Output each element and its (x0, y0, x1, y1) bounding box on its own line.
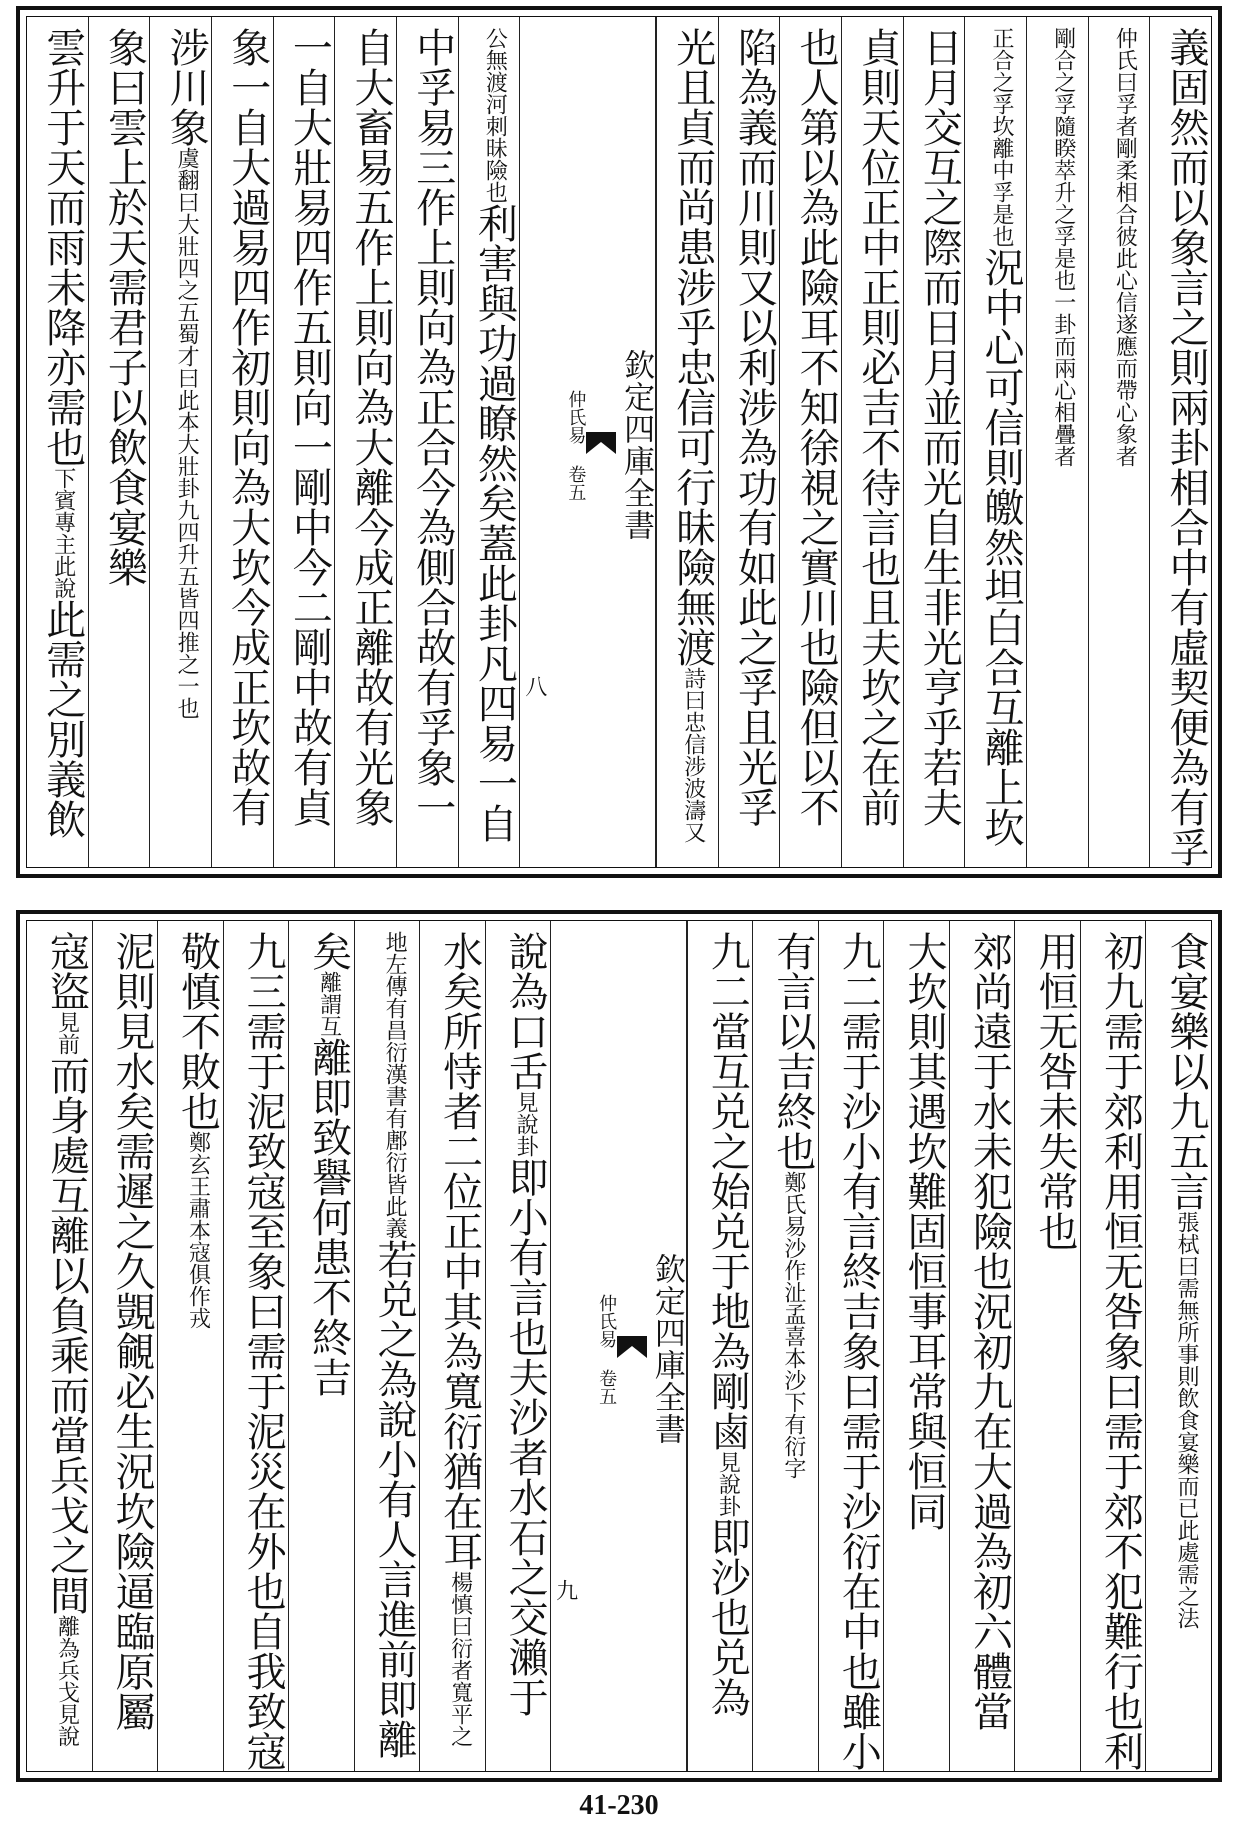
text-column (752, 921, 818, 1771)
main-text: 說為口舌 (502, 931, 549, 1091)
collection-title: 欽定四庫全書 (618, 349, 655, 541)
main-text: 即沙也兑為 (704, 1517, 751, 1717)
text-column (964, 17, 1026, 867)
text-column (211, 17, 273, 867)
main-text: 初九需于郊利用恒无咎象曰需于郊不犯難行也利 (1097, 931, 1144, 1771)
main-text: 食宴樂以九五言 (1163, 931, 1209, 1211)
main-text: 此需之別義飲 (39, 599, 86, 839)
main-text: 郊尚遠于水未犯險也況初九在大過為初六體當 (966, 931, 1013, 1731)
text-column (1149, 17, 1211, 867)
text-column (1026, 17, 1088, 867)
annotation-text: 鄭玄王肅本寇俱作戎 (185, 1131, 211, 1329)
main-text: 敬慎不敗也 (174, 931, 221, 1131)
text-column (27, 17, 88, 867)
annotation-text: 仲氏曰孚者剛柔相合彼此心信遂應而帶心象者 (1112, 27, 1138, 467)
text-column (718, 17, 780, 867)
annotation-text: 公無渡河刺昧險也 (482, 27, 508, 203)
text-column (419, 921, 485, 1771)
text-column (458, 17, 520, 867)
text-column (396, 17, 458, 867)
main-text: 陷為義而川則又以利涉為功有如此之孚且光孚 (731, 27, 778, 827)
main-text: 寇盜 (43, 931, 90, 1011)
annotation-text: 地左傳有昌衍漢書有鄌衍皆此義 (382, 931, 408, 1239)
text-column (818, 921, 884, 1771)
text-column (334, 17, 396, 867)
main-text: 涉川象 (163, 27, 210, 147)
annotation-text: 鄭氏易沙作沚孟喜本沙下有衍字 (780, 1171, 806, 1479)
text-column (149, 17, 211, 867)
text-column (92, 921, 158, 1771)
center-fold (550, 921, 687, 1771)
text-column (779, 17, 841, 867)
annotation-text: 見前 (54, 1011, 80, 1055)
text-column (949, 921, 1015, 1771)
main-text: 有言以吉終也 (769, 931, 816, 1171)
upper-page (16, 6, 1222, 878)
main-text: 九二需于沙小有言終吉象曰需于沙衍在中也雖小 (835, 931, 882, 1771)
text-column (157, 921, 223, 1771)
main-text: 用恒无咎未失常也 (1031, 931, 1078, 1251)
annotation-text: 見說卦 (715, 1451, 741, 1517)
main-text: 若兑之為說小有人言進前即離 (371, 1239, 418, 1759)
main-text: 水矣所恃者二位正中其為寬衍猶在耳 (436, 931, 483, 1571)
lower-page (16, 910, 1222, 1782)
main-text: 矣 (305, 931, 352, 971)
text-column (1145, 921, 1211, 1771)
main-text: 自大畜易五作上則向為大離今成正離故有光象 (348, 27, 395, 827)
annotation-text: 見說卦 (513, 1091, 539, 1157)
text-column (354, 921, 420, 1771)
text-column (485, 921, 551, 1771)
leaf-number: 九 (552, 1579, 578, 1601)
main-text: 中孚易三作上則向為正合今為側合故有孚象一 (409, 27, 456, 827)
main-text: 象曰雲上於天需君子以飲食宴樂 (101, 27, 148, 587)
page-number: 41-230 (579, 1790, 659, 1821)
upper-page-frame (26, 16, 1212, 868)
annotation-text: 離謂互 (316, 971, 342, 1037)
main-text: 也人第以為此險耳不知徐視之實川也險但以不 (793, 27, 840, 827)
text-column (656, 17, 718, 867)
main-text: 九二當互兑之始兑于地為剛鹵 (704, 931, 751, 1451)
main-text: 雲升于天而雨未降亦需也 (39, 27, 86, 467)
fishtail-mark-icon (617, 1336, 647, 1362)
annotation-text: 正合之孚坎離中孚是也 (989, 27, 1015, 247)
text-column (1014, 921, 1080, 1771)
text-column (841, 17, 903, 867)
annotation-text: 楊慎曰衍者寬平之 (447, 1571, 473, 1747)
main-text: 利害與功過瞭然矣蓋此卦凡四易一自 (471, 203, 518, 843)
annotation-text: 剛合之孚隨睽萃升之孚是也一卦而兩心相疊者 (1050, 27, 1076, 467)
text-column (288, 921, 354, 1771)
main-text: 大坎則其遇坎難固恒事耳常與恒同 (900, 931, 947, 1531)
text-column (903, 17, 965, 867)
text-column (88, 17, 150, 867)
annotation-text: 張栻曰需無所事則飲食宴樂而已此處需之法 (1174, 1211, 1199, 1629)
annotation-text: 下賓專主此說 (50, 467, 76, 599)
main-text: 象一自大過易四作初則向為大坎今成正坎故有 (224, 27, 271, 827)
main-text: 義固然而以象言之則兩卦相合中有虛契便為有孚 (1163, 27, 1209, 867)
main-text: 光且貞而尚患涉乎忠信可行昧險無渡 (669, 27, 716, 667)
text-column (1080, 921, 1146, 1771)
text-column (273, 17, 335, 867)
main-text: 離即致譽何患不終吉 (305, 1037, 352, 1397)
main-text: 泥則見水矣需遲之久覬覦必生況坎險逼臨原屬 (109, 931, 156, 1731)
main-text: 貞則天位正中正則必吉不待言也且夫坎之在前 (854, 27, 901, 827)
annotation-text: 離為兵戈見說 (54, 1615, 80, 1747)
collection-title: 欽定四庫全書 (648, 1253, 685, 1445)
lower-columns (27, 921, 1211, 1771)
main-text: 況中心可信則皦然坦白合互離上坎 (978, 247, 1025, 847)
main-text: 一自大壯易四作五則向一剛中今二剛中故有貞 (286, 27, 333, 827)
main-text: 九三需于泥致寇至象曰需于泥災在外也自我致寇 (240, 931, 287, 1771)
text-column (27, 921, 92, 1771)
annotation-text: 詩曰忠信涉波濤又 (680, 667, 706, 843)
center-fold (519, 17, 656, 867)
text-column (223, 921, 289, 1771)
text-column (883, 921, 949, 1771)
book-volume-label: 仲氏易 卷五 (565, 389, 587, 501)
text-column (687, 921, 753, 1771)
upper-columns (27, 17, 1211, 867)
book-volume-label: 仲氏易 卷五 (596, 1293, 618, 1405)
main-text: 即小有言也夫沙者水石之交瀨于 (502, 1157, 549, 1717)
lower-page-frame (26, 920, 1212, 1772)
main-text: 而身處互離以負乘而當兵戈之間 (43, 1055, 90, 1615)
text-column (1088, 17, 1150, 867)
annotation-text: 虞翻曰大壯四之五蜀才曰此本大壯卦九四升五皆四推之一也 (174, 147, 200, 719)
fishtail-mark-icon (586, 432, 616, 458)
main-text: 日月交互之際而日月並而光自生非光亨乎若夫 (916, 27, 963, 827)
leaf-number: 八 (521, 675, 547, 697)
